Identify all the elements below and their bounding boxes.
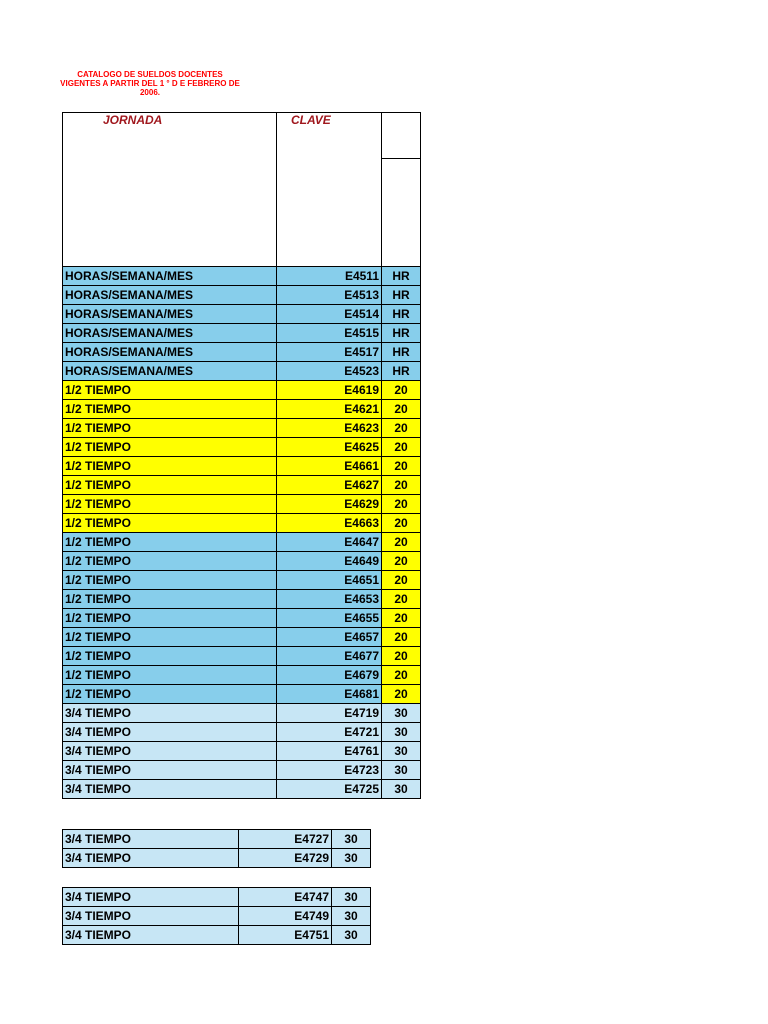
clave-cell: E4657	[277, 628, 382, 647]
jornada-cell: HORAS/SEMANA/MES	[63, 286, 277, 305]
jornada-cell: 1/2 TIEMPO	[63, 457, 277, 476]
clave-cell: E4625	[277, 438, 382, 457]
jornada-cell: 1/2 TIEMPO	[63, 609, 277, 628]
jornada-cell: 1/2 TIEMPO	[63, 685, 277, 704]
clave-cell: E4661	[277, 457, 382, 476]
table-row	[63, 666, 421, 685]
jornada-cell: 3/4 TIEMPO	[63, 742, 277, 761]
table-row	[63, 742, 421, 761]
valor-cell: 20	[382, 495, 421, 514]
valor-cell: 20	[382, 419, 421, 438]
valor-cell: 20	[382, 457, 421, 476]
table-row	[63, 286, 421, 305]
jornada-cell: 3/4 TIEMPO	[63, 907, 239, 926]
valor-cell: 30	[332, 907, 371, 926]
table-row	[63, 780, 421, 799]
table-row	[63, 571, 421, 590]
clave-cell: E4651	[277, 571, 382, 590]
table-row	[63, 761, 421, 780]
clave-cell: E4513	[277, 286, 382, 305]
table-row	[63, 419, 421, 438]
table-row	[63, 400, 421, 419]
table-row	[63, 926, 371, 945]
jornada-cell: 1/2 TIEMPO	[63, 476, 277, 495]
valor-cell: 20	[382, 514, 421, 533]
jornada-cell: 3/4 TIEMPO	[63, 704, 277, 723]
valor-cell: 30	[332, 888, 371, 907]
table-row	[63, 514, 421, 533]
table-row	[63, 438, 421, 457]
jornada-cell: 3/4 TIEMPO	[63, 888, 239, 907]
valor-cell: HR	[382, 305, 421, 324]
jornada-cell: 1/2 TIEMPO	[63, 552, 277, 571]
clave-cell: E4747	[239, 888, 332, 907]
valor-cell: 30	[382, 761, 421, 780]
clave-cell: E4681	[277, 685, 382, 704]
jornada-cell: 3/4 TIEMPO	[63, 830, 239, 849]
table-row	[63, 590, 421, 609]
salary-catalog-table	[62, 112, 421, 799]
valor-cell: 20	[382, 590, 421, 609]
jornada-cell: 1/2 TIEMPO	[63, 590, 277, 609]
jornada-cell: HORAS/SEMANA/MES	[63, 305, 277, 324]
clave-cell: E4627	[277, 476, 382, 495]
clave-cell: E4719	[277, 704, 382, 723]
valor-cell: 20	[382, 438, 421, 457]
clave-cell: E4517	[277, 343, 382, 362]
clave-cell: E4623	[277, 419, 382, 438]
table-row	[63, 267, 421, 286]
document-title	[60, 70, 240, 97]
jornada-cell: HORAS/SEMANA/MES	[63, 267, 277, 286]
jornada-cell: 1/2 TIEMPO	[63, 495, 277, 514]
valor-cell: 30	[382, 742, 421, 761]
table-row	[63, 647, 421, 666]
table-row	[63, 381, 421, 400]
jornada-cell: HORAS/SEMANA/MES	[63, 343, 277, 362]
clave-cell: E4663	[277, 514, 382, 533]
table-row	[63, 495, 421, 514]
header-jornada: JORNADA	[103, 113, 163, 127]
clave-cell: E4725	[277, 780, 382, 799]
clave-cell: E4621	[277, 400, 382, 419]
clave-cell: E4679	[277, 666, 382, 685]
jornada-cell: 3/4 TIEMPO	[63, 761, 277, 780]
table-row	[63, 628, 421, 647]
table-row	[63, 723, 421, 742]
valor-cell: 30	[382, 704, 421, 723]
valor-cell: 20	[382, 476, 421, 495]
clave-cell: E4523	[277, 362, 382, 381]
table-row	[63, 305, 421, 324]
clave-cell: E4751	[239, 926, 332, 945]
title-line-1: CATALOGO DE SUELDOS DOCENTES	[77, 70, 223, 79]
valor-cell: 30	[382, 780, 421, 799]
jornada-cell: 1/2 TIEMPO	[63, 419, 277, 438]
jornada-cell: 3/4 TIEMPO	[63, 780, 277, 799]
clave-cell: E4655	[277, 609, 382, 628]
valor-cell: HR	[382, 343, 421, 362]
jornada-cell: 3/4 TIEMPO	[63, 926, 239, 945]
table-row	[63, 830, 371, 849]
valor-cell: 20	[382, 381, 421, 400]
clave-cell: E4727	[239, 830, 332, 849]
clave-cell: E4653	[277, 590, 382, 609]
table-header-row	[63, 113, 421, 159]
clave-cell: E4677	[277, 647, 382, 666]
valor-cell: 20	[382, 552, 421, 571]
header-clave: CLAVE	[291, 113, 331, 127]
jornada-cell: HORAS/SEMANA/MES	[63, 362, 277, 381]
table-row	[63, 476, 421, 495]
clave-cell: E4619	[277, 381, 382, 400]
clave-cell: E4721	[277, 723, 382, 742]
clave-cell: E4629	[277, 495, 382, 514]
valor-cell: HR	[382, 267, 421, 286]
table-row	[63, 609, 421, 628]
jornada-cell: HORAS/SEMANA/MES	[63, 324, 277, 343]
header-jornada-cell	[63, 113, 277, 267]
jornada-cell: 1/2 TIEMPO	[63, 514, 277, 533]
table-row	[63, 907, 371, 926]
clave-cell: E4729	[239, 849, 332, 868]
clave-cell: E4749	[239, 907, 332, 926]
valor-cell: 30	[332, 926, 371, 945]
header-empty-top	[382, 113, 421, 159]
title-line-2: VIGENTES A PARTIR DEL 1 ° D E FEBRERO DE	[60, 79, 240, 88]
table-row	[63, 457, 421, 476]
salary-catalog-table-group-2	[62, 829, 371, 868]
valor-cell: 20	[382, 571, 421, 590]
valor-cell: HR	[382, 324, 421, 343]
valor-cell: 20	[382, 685, 421, 704]
jornada-cell: 1/2 TIEMPO	[63, 628, 277, 647]
clave-cell: E4647	[277, 533, 382, 552]
valor-cell: HR	[382, 362, 421, 381]
jornada-cell: 1/2 TIEMPO	[63, 438, 277, 457]
valor-cell: 20	[382, 628, 421, 647]
jornada-cell: 1/2 TIEMPO	[63, 533, 277, 552]
valor-cell: 20	[382, 666, 421, 685]
valor-cell: 30	[332, 830, 371, 849]
table-row	[63, 685, 421, 704]
jornada-cell: 1/2 TIEMPO	[63, 666, 277, 685]
header-empty-bottom	[382, 159, 421, 267]
valor-cell: 20	[382, 533, 421, 552]
jornada-cell: 1/2 TIEMPO	[63, 571, 277, 590]
header-clave-cell	[277, 113, 382, 267]
jornada-cell: 1/2 TIEMPO	[63, 400, 277, 419]
valor-cell: 30	[382, 723, 421, 742]
clave-cell: E4761	[277, 742, 382, 761]
jornada-cell: 1/2 TIEMPO	[63, 381, 277, 400]
salary-catalog-table-group-3	[62, 887, 371, 945]
valor-cell: 20	[382, 609, 421, 628]
table-row	[63, 324, 421, 343]
valor-cell: 30	[332, 849, 371, 868]
jornada-cell: 1/2 TIEMPO	[63, 647, 277, 666]
valor-cell: 20	[382, 400, 421, 419]
table-row	[63, 552, 421, 571]
table-row	[63, 533, 421, 552]
title-line-3: 2006.	[139, 88, 161, 97]
table-row	[63, 849, 371, 868]
jornada-cell: 3/4 TIEMPO	[63, 849, 239, 868]
table-row	[63, 362, 421, 381]
clave-cell: E4723	[277, 761, 382, 780]
jornada-cell: 3/4 TIEMPO	[63, 723, 277, 742]
valor-cell: 20	[382, 647, 421, 666]
clave-cell: E4515	[277, 324, 382, 343]
clave-cell: E4511	[277, 267, 382, 286]
clave-cell: E4649	[277, 552, 382, 571]
clave-cell: E4514	[277, 305, 382, 324]
valor-cell: HR	[382, 286, 421, 305]
table-row	[63, 704, 421, 723]
table-row	[63, 888, 371, 907]
table-row	[63, 343, 421, 362]
